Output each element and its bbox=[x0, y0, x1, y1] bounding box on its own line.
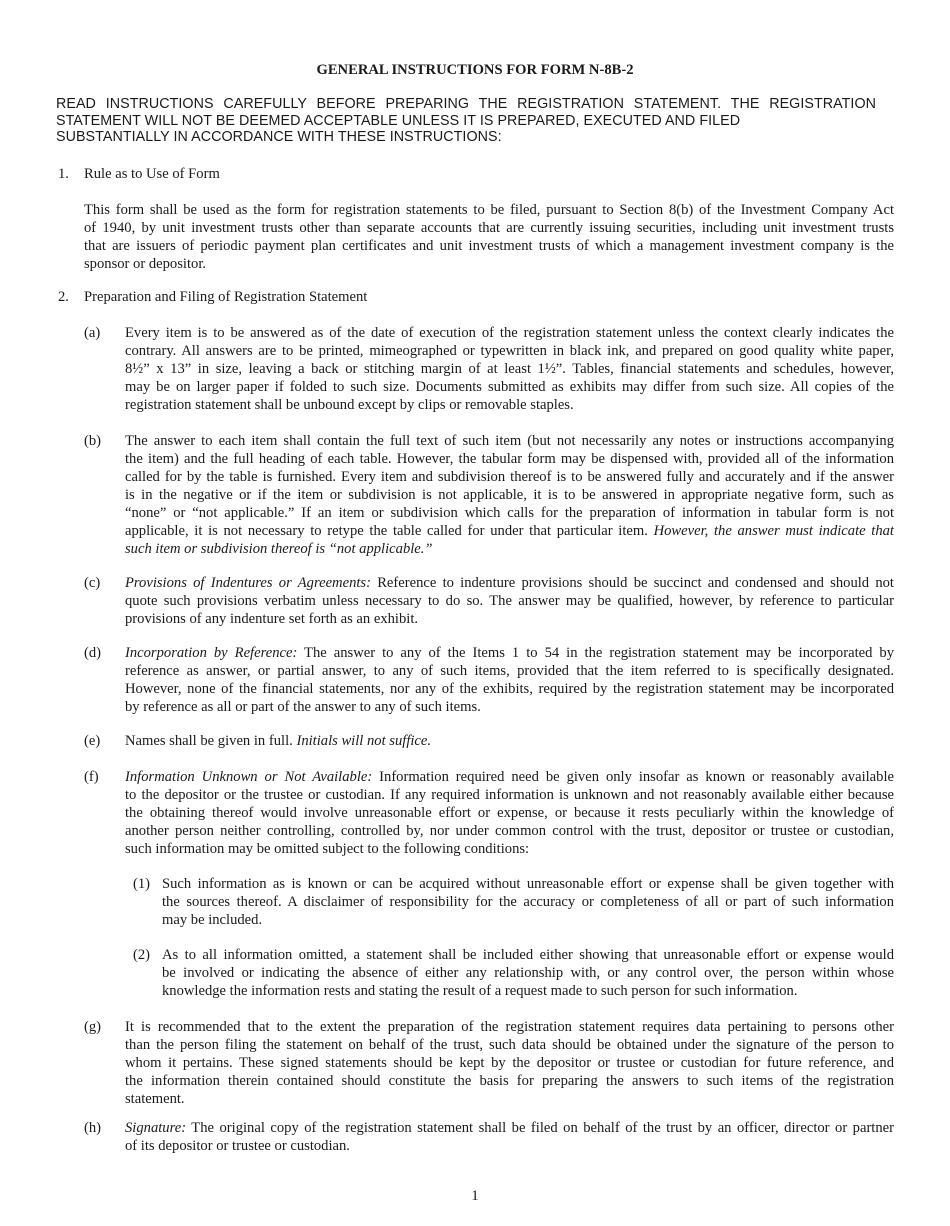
body-text: Reference to indenture provisions should be succinct and condensed and should not bbox=[370, 575, 894, 591]
body-line: the item) and the full heading of each table. However, the tabular form may be dispensed with, provided all of the information bbox=[125, 451, 894, 467]
body-line: Every item is to be answered as of the date of execution of the registration statement unless the context clearly indicates the bbox=[125, 325, 894, 341]
intro-line: STATEMENT WILL NOT BE DEEMED ACCEPTABLE UNLESS IT IS PREPARED, EXECUTED AND FILED bbox=[56, 112, 741, 129]
body-line: to the depositor or the trustee or custodian. If any required information is unknown and not reasonably available either because bbox=[125, 787, 894, 803]
item-a-label: (a) bbox=[84, 325, 101, 341]
page-number: 1 bbox=[471, 1188, 479, 1204]
body-line: However, none of the financial statements, nor any of the exhibits, required by the registration statement may be incorporated bbox=[125, 681, 894, 697]
item-f-label: (f) bbox=[84, 769, 99, 785]
body-line: another person neither controlling, controlled by, nor under common control with the trust, depositor or trustee or custodian, bbox=[125, 823, 894, 839]
italic-note: Initials will not suffice. bbox=[296, 733, 432, 749]
body-line bbox=[125, 522, 894, 540]
body-line: statement. bbox=[125, 1091, 185, 1107]
section-1-number: 1. bbox=[58, 166, 69, 182]
body-text: Names shall be given in full. bbox=[125, 733, 297, 749]
body-line: the obtaining thereof would involve unreasonable effort or expense, or because it rests peculiarly within the knowledge of bbox=[125, 805, 894, 821]
body-line: Such information as is known or can be acquired without unreasonable effort or expense shall be given together with bbox=[162, 876, 894, 892]
body-text: Information required need be given only insofar as known or reasonably available bbox=[372, 769, 894, 785]
body-line: knowledge the information rests and stating the result of a request made to such person for such information. bbox=[162, 983, 798, 999]
body-line: contrary. All answers are to be printed, mimeographed or typewritten in black ink, and prepared on good quality white paper, bbox=[125, 343, 894, 359]
body-line: quote such provisions verbatim unless necessary to do so. The answer may be qualified, however, by reference to particular bbox=[125, 593, 894, 609]
italic-note: However, the answer must indicate that bbox=[653, 523, 894, 539]
item-a-body bbox=[125, 324, 894, 414]
body-line: whom it pertains. These signed statements should be kept by the depositor or trustee or custodian for future reference, and bbox=[125, 1055, 894, 1071]
body-line: “none” or “not applicable.” If an item or subdivision which calls for the preparation of information in tabular form is not bbox=[125, 505, 894, 521]
body-line bbox=[125, 1119, 894, 1137]
body-line bbox=[125, 540, 894, 558]
intro-line: SUBSTANTIALLY IN ACCORDANCE WITH THESE INSTRUCTIONS: bbox=[56, 129, 502, 146]
item-e-body bbox=[125, 732, 894, 750]
section-2-number: 2. bbox=[58, 289, 69, 305]
item-g-body bbox=[125, 1018, 894, 1108]
body-line: the sources thereof. A disclaimer of responsibility for the accuracy or completeness of all or part of such information bbox=[162, 894, 894, 910]
item-f-heading: Information Unknown or Not Available: bbox=[125, 769, 373, 785]
body-line: such information may be omitted subject to the following conditions: bbox=[125, 841, 530, 857]
item-c-body bbox=[125, 574, 894, 628]
body-line bbox=[125, 574, 894, 592]
body-line: reference as answer, or partial answer, to any of such items, provided that the item referred to is specifically designated. bbox=[125, 663, 894, 679]
body-line: is in the negative or if the item or subdivision is not applicable, it is to be answered in appropriate negative form, such as bbox=[125, 487, 894, 503]
body-line: by reference as all or part of the answer to any of such items. bbox=[125, 699, 481, 715]
item-d-body bbox=[125, 644, 894, 716]
body-line: called for by the table is furnished. Every item and subdivision thereof is to be answered fully and accurately and if the answer bbox=[125, 469, 894, 485]
item-b-label: (b) bbox=[84, 433, 102, 449]
body-text: applicable, it is not necessary to retype the table called for under that particular item. bbox=[125, 523, 654, 539]
body-line: may be on larger paper if folded to such size. Documents submitted as exhibits may differ from such size. All copies of the bbox=[125, 379, 894, 395]
section-1-title: Rule as to Use of Form bbox=[84, 166, 220, 182]
body-line: be involved or indicating the absence of either any relationship with, or any control over, the person within whose bbox=[162, 965, 894, 981]
item-f2-label: (2) bbox=[133, 947, 151, 963]
body-line bbox=[125, 768, 894, 786]
item-b-body bbox=[125, 432, 894, 558]
body-line: the information therein contained should constitute the basis for preparing the answers to such items of the registration bbox=[125, 1073, 894, 1089]
page-title: GENERAL INSTRUCTIONS FOR FORM N-8B-2 bbox=[316, 62, 634, 78]
item-c-heading: Provisions of Indentures or Agreements: bbox=[125, 575, 371, 591]
intro-line: READ INSTRUCTIONS CAREFULLY BEFORE PREPARING THE REGISTRATION STATEMENT. THE REGISTRATION bbox=[56, 96, 876, 112]
item-e-label: (e) bbox=[84, 733, 101, 749]
body-line: It is recommended that to the extent the preparation of the registration statement requires data pertaining to persons other bbox=[125, 1019, 894, 1035]
item-f-body bbox=[125, 768, 894, 858]
item-c-label: (c) bbox=[84, 575, 101, 591]
item-d-label: (d) bbox=[84, 645, 102, 661]
intro-warning bbox=[56, 96, 876, 146]
body-line: The answer to each item shall contain the full text of such item (but not necessarily any notes or instructions accompanying bbox=[125, 433, 894, 449]
body-text: The answer to any of the Items 1 to 54 in the registration statement may be incorporated by bbox=[297, 645, 894, 661]
item-g-label: (g) bbox=[84, 1019, 102, 1035]
italic-note: such item or subdivision thereof is “not applicable.” bbox=[125, 541, 433, 557]
body-line: As to all information omitted, a statement shall be included either showing that unreasonable effort or expense would bbox=[162, 947, 894, 963]
item-h-label: (h) bbox=[84, 1120, 102, 1136]
body-line: of 1940, by unit investment trusts other than separate accounts that are currently issuing securities, including unit investment trusts bbox=[84, 220, 894, 236]
item-h-body bbox=[125, 1119, 894, 1155]
body-line: of its depositor or trustee or custodian. bbox=[125, 1138, 350, 1154]
body-line: 8½” x 13” in size, leaving a back or stitching margin of at least 1½”. Tables, financial statements and schedules, however, bbox=[125, 361, 894, 377]
body-text: The original copy of the registration statement shall be filed on behalf of the trust by an officer, director or partner bbox=[186, 1120, 894, 1136]
body-line: that are issuers of periodic payment plan certificates and unit investment trusts of which a management investment company is the bbox=[84, 238, 894, 254]
item-f1-body bbox=[162, 875, 894, 929]
body-line: provisions of any indenture set forth as an exhibit. bbox=[125, 611, 419, 627]
body-line: than the person filing the statement on behalf of the trust, such data should be obtained under the signature of the person to bbox=[125, 1037, 894, 1053]
section-2-title: Preparation and Filing of Registration Statement bbox=[84, 289, 368, 305]
body-line: registration statement shall be unbound except by clips or removable staples. bbox=[125, 397, 574, 413]
item-h-heading: Signature: bbox=[125, 1120, 187, 1136]
body-line: This form shall be used as the form for registration statements to be filed, pursuant to Section 8(b) of the Investment Company Act bbox=[84, 202, 894, 218]
item-d-heading: Incorporation by Reference: bbox=[125, 645, 298, 661]
body-line: sponsor or depositor. bbox=[84, 256, 207, 272]
body-line bbox=[125, 644, 894, 662]
body-line: may be included. bbox=[162, 912, 263, 928]
item-f2-body bbox=[162, 946, 894, 1000]
section-1-body bbox=[84, 201, 894, 273]
item-f1-label: (1) bbox=[133, 876, 151, 892]
